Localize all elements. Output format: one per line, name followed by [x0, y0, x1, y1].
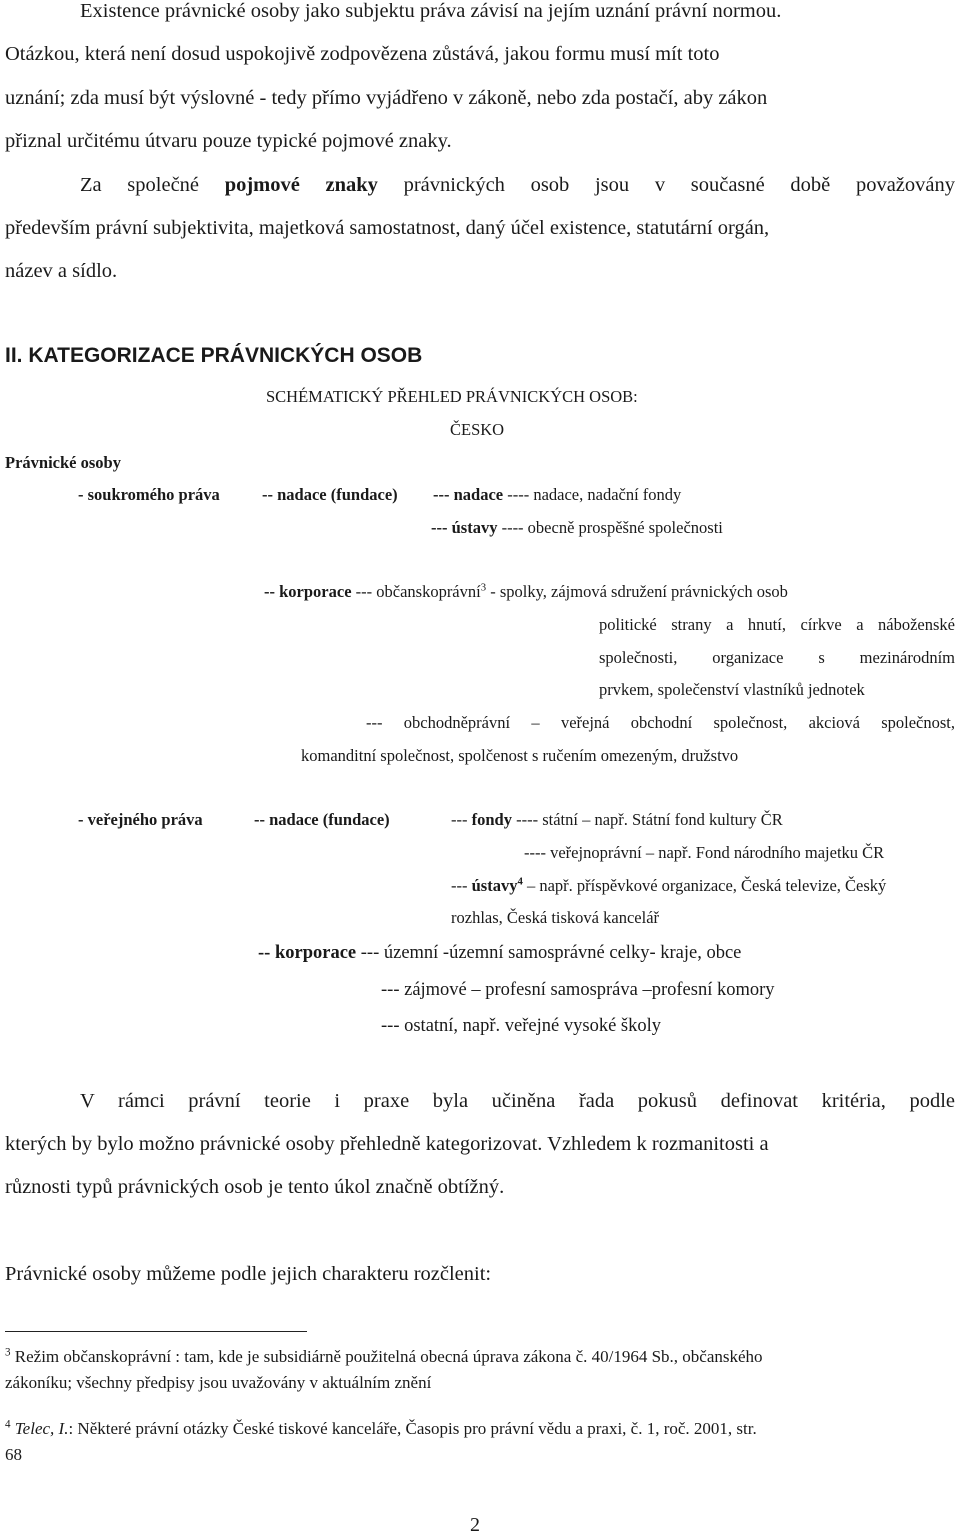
schema-subtitle: ČESKO — [450, 420, 505, 439]
intro-line-1: Existence právnické osoby jako subjektu práva závisí na jejím uznání právní normou. — [80, 0, 782, 22]
public-ustavy: --- ústavy$^4$ – např. příspěvkové organizace, Česká televize, Český — [451, 875, 887, 895]
public-fondy-line-2: ---- veřejnoprávní – např. Fond národního majetku ČR — [524, 843, 885, 862]
footnote-separator — [5, 1331, 307, 1332]
page-number: 2 — [470, 1514, 480, 1536]
commercial-line-1: --- obchodněprávní – veřejná obchodní společnost, akciová společnost, — [366, 713, 955, 732]
civil-line-4: prvkem, společenství vlastníků jednotek — [599, 680, 865, 699]
footnote-ref-4[interactable]: 4 — [517, 875, 523, 888]
features-line-2: především právní subjektivita, majetková samostatnost, daný účel existence, statutární orgán, — [5, 217, 770, 239]
civil-line-2: politické strany a hnutí, církve a náboženské — [599, 615, 955, 634]
private-law-label: - soukromého práva — [78, 485, 220, 504]
schema-title: SCHÉMATICKÝ PŘEHLED PRÁVNICKÝCH OSOB: — [266, 387, 638, 406]
civil-line-3: společnosti, organizace s mezinárodním — [599, 648, 955, 667]
footnote-ref-3[interactable]: 3 — [480, 581, 487, 594]
public-korporace: -- korporace --- územní -územní samosprávné celky- kraje, obce — [258, 943, 742, 963]
intro-line-2: Otázkou, která není dosud uspokojivě zodpovězena zůstává, jakou formu musí mít toto — [5, 43, 720, 65]
pojmove-znaky-term: pojmové znaky — [224, 174, 378, 196]
intro-line-3: uznání; zda musí být výslovné - tedy přímo vyjádřeno v zákoně, nebo zda postačí, aby zákon — [5, 87, 768, 109]
theory-line-3: různosti typů právnických osob je tento úkol značně obtížný. — [5, 1176, 505, 1198]
divide-paragraph: Právnické osoby můžeme podle jejich charakteru rozčlenit: — [5, 1263, 492, 1285]
public-nadace-label: -- nadace (fundace) — [254, 810, 390, 829]
features-line-3: název a sídlo. — [5, 260, 118, 282]
public-law-label: - veřejného práva — [78, 810, 203, 829]
footnote-4-author: Telec, I. — [14, 1419, 69, 1438]
footnote-3-line-1: $^3$ Režim občanskoprávní : tam, kde je subsidiárně použitelná obecná úprava zákona č. 40/1964 Sb., občanského — [5, 1346, 763, 1366]
footnote-3-line-2: zákoníku; všechny předpisy jsou uvažovány v aktuálním znění — [5, 1373, 432, 1392]
footnote-4-line-1: $^4$ Telec, I.: Některé právní otázky České tiskové kanceláře, Časopis pro právní vědu a praxi, č. 1, roč. 2001, str. — [5, 1418, 757, 1438]
theory-line-1: V rámci právní teorie i praxe byla učiněna řada pokusů definovat kritéria, podle — [80, 1090, 955, 1112]
section-heading: II. KATEGORIZACE PRÁVNICKÝCH OSOB — [5, 344, 423, 367]
features-line-1: Za společné pojmové znaky právnických osob jsou v současné době považovány — [80, 174, 955, 196]
footnote-4-number: 4 — [5, 1418, 11, 1431]
private-nadace-label: -- nadace (fundace) — [262, 485, 398, 504]
private-korporace: -- korporace --- občanskoprávní$^3$ - spolky, zájmová sdružení právnických osob — [264, 581, 788, 601]
private-nadace-sub: --- nadace ---- nadace, nadační fondy — [433, 485, 682, 504]
theory-line-2: kterých by bylo možno právnické osoby přehledně kategorizovat. Vzhledem k rozmanitosti a — [5, 1133, 769, 1155]
public-ustavy-line-2: rozhlas, Česká tisková kancelář — [451, 908, 660, 927]
intro-line-4: přiznal určitému útvaru pouze typické pojmové znaky. — [5, 130, 452, 152]
public-fondy: --- fondy ---- státní – např. Státní fond kultury ČR — [451, 810, 783, 829]
commercial-line-2: komanditní společnost, spolčenost s ručením omezeným, družstvo — [301, 746, 739, 765]
public-ostatni: --- ostatní, např. veřejné vysoké školy — [381, 1016, 661, 1036]
private-ustavy: --- ústavy ---- obecně prospěšné společnosti — [431, 518, 723, 537]
public-zajmove: --- zájmové – profesní samospráva –profesní komory — [381, 980, 775, 1000]
footnote-4-line-2: 68 — [5, 1445, 22, 1464]
footnote-3-number: 3 — [5, 1346, 11, 1359]
schema-root-label: Právnické osoby — [5, 453, 121, 472]
